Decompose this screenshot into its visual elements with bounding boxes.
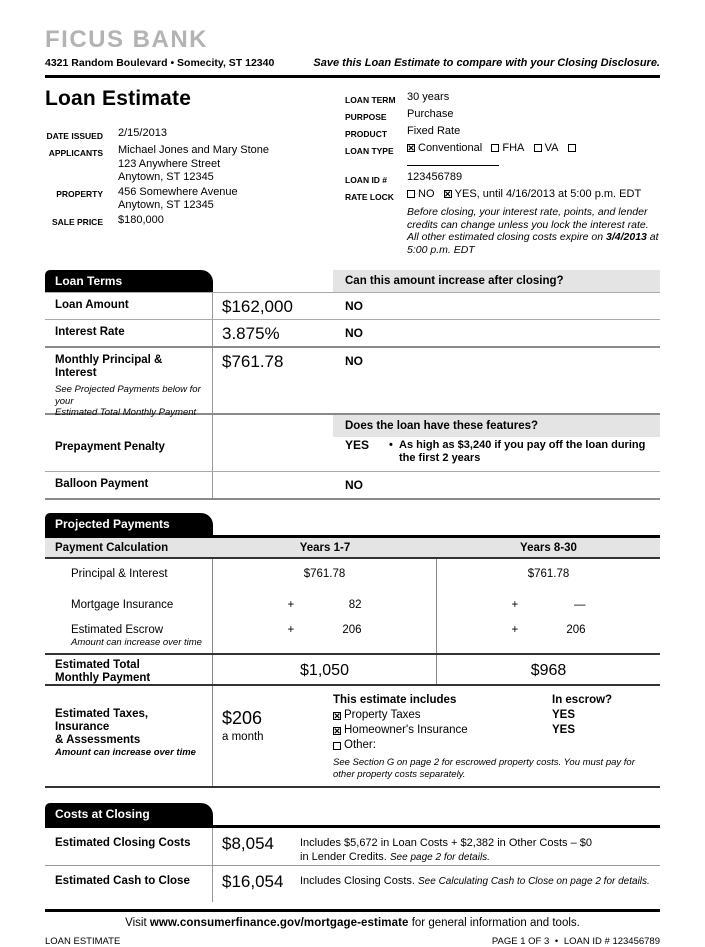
estimate-includes-block <box>333 686 660 786</box>
costs-at-closing-section <box>45 803 660 902</box>
applicants-label: APPLICANTS <box>48 147 103 158</box>
homeowners-insurance-label: Homeowner's Insurance <box>344 724 468 736</box>
product-value: Fixed Rate <box>407 125 461 137</box>
features-header-row <box>45 415 660 437</box>
mortgage-insurance-label: Mortgage Insurance <box>45 593 213 620</box>
sale-price-value: $180,000 <box>118 213 164 226</box>
visit-line <box>45 917 660 929</box>
page-footer <box>45 909 660 947</box>
monthly-pi-label: Monthly Principal & Interest <box>55 354 163 379</box>
property-city: Anytown, ST 12345 <box>118 199 214 211</box>
footer-doc-name: LOAN ESTIMATE <box>45 936 121 947</box>
applicants-row <box>45 144 345 185</box>
loan-type-label: LOAN TYPE <box>345 145 394 156</box>
page-title: Loan Estimate <box>45 87 192 110</box>
footer-loan-id: LOAN ID # 123456789 <box>563 936 660 947</box>
monthly-pi-note-line2: Estimated Total Monthly Payment <box>55 407 197 418</box>
interest-rate-value: 3.875% <box>222 324 280 343</box>
section-g-note: See Section G on page 2 for escrowed property costs. You must pay for other property costs separately. <box>333 757 635 780</box>
loan-terms-section <box>45 270 660 500</box>
closing-costs-label: Estimated Closing Costs <box>45 828 213 865</box>
closing-costs-desc-italic: See page 2 for details. <box>389 851 490 863</box>
estimated-total-label-line1: Estimated Total <box>55 659 140 671</box>
years-1-7-header: Years 1-7 <box>299 541 351 554</box>
sale-price-row <box>45 214 345 230</box>
estimated-taxes-row <box>45 686 660 788</box>
monthly-pi-answer: NO <box>345 354 363 368</box>
closing-costs-desc-line1: Includes $5,672 in Loan Costs + $2,382 in Other Costs – $0 <box>300 837 592 849</box>
principal-interest-label: Principal & Interest <box>45 559 213 593</box>
applicants-city: Anytown, ST 12345 <box>118 171 214 183</box>
interest-rate-row <box>45 320 660 348</box>
estimate-includes-header: This estimate includes <box>333 694 457 706</box>
rate-lock-yes: YES, until 4/16/2013 at 5:00 p.m. EDT <box>454 188 642 200</box>
footer-rule <box>45 909 660 912</box>
applicants-name: Michael Jones and Mary Stone <box>118 144 270 156</box>
header-rule <box>45 75 660 78</box>
rate-lock-label: RATE LOCK <box>345 191 394 202</box>
monthly-pi-label-cell <box>45 348 213 418</box>
estimated-escrow-label-cell <box>45 620 213 653</box>
property-row <box>45 186 345 213</box>
property-value <box>118 186 238 213</box>
monthly-pi-note <box>55 384 204 419</box>
plus-sign: + <box>287 599 295 611</box>
property-taxes-item <box>333 708 660 723</box>
principal-interest-row <box>45 559 660 593</box>
loan-id-label: LOAN ID # <box>345 174 388 185</box>
payment-calculation-label: Payment Calculation <box>55 541 169 554</box>
rate-note-pre: Before closing, your interest rate, points, and lender credits can change unless you lock the interest rate. All other estimated closing costs expire on <box>407 206 649 243</box>
property-label: PROPERTY <box>56 189 103 199</box>
estimated-total-row <box>45 653 660 686</box>
sale-price-label: SALE PRICE <box>51 217 103 227</box>
balloon-answer: NO <box>345 478 363 492</box>
cash-to-close-desc <box>300 866 660 902</box>
loan-type-va: VA <box>544 142 559 154</box>
checkbox-other-loan-type-icon <box>568 144 576 152</box>
loan-amount-value: $162,000 <box>222 297 293 316</box>
product-row <box>345 124 660 141</box>
prepayment-bullet: • <box>389 439 393 451</box>
loan-type-options <box>407 141 660 170</box>
cash-to-close-desc-text: Includes Closing Costs. <box>300 875 418 887</box>
cash-to-close-label: Estimated Cash to Close <box>45 866 213 902</box>
closing-costs-row <box>45 828 660 866</box>
plus-sign: + <box>287 624 295 636</box>
estimated-escrow-y830: 206 <box>566 624 586 636</box>
checkbox-other-icon <box>333 742 341 750</box>
loan-amount-row <box>45 293 660 320</box>
rate-lock-row <box>345 187 660 204</box>
save-note: Save this Loan Estimate to compare with your Closing Disclosure. <box>313 57 660 69</box>
monthly-pi-value: $761.78 <box>222 352 284 371</box>
purpose-label: PURPOSE <box>345 111 387 122</box>
balloon-label: Balloon Payment <box>45 472 213 498</box>
estimated-total-label-line2: Monthly Payment <box>55 672 151 684</box>
cash-to-close-desc-italic: See Calculating Cash to Close on page 2 for details. <box>418 876 650 887</box>
property-taxes-label: Property Taxes <box>344 709 421 721</box>
product-label: PRODUCT <box>345 128 388 139</box>
checkbox-homeowners-insurance-checked-icon <box>333 727 341 735</box>
closing-costs-desc <box>300 828 660 865</box>
loan-type-conventional: Conventional <box>418 142 483 154</box>
rate-lock-note <box>407 206 659 256</box>
footer-separator: • <box>554 936 559 947</box>
loan-id-row <box>345 170 660 187</box>
in-escrow-header: In escrow? <box>552 694 613 706</box>
checkbox-conventional-checked-icon <box>407 144 415 152</box>
closing-costs-desc-line2: in Lender Credits. <box>300 850 390 863</box>
loan-type-row <box>345 141 660 170</box>
costs-at-closing-tab: Costs at Closing <box>45 803 213 825</box>
monthly-pi-row <box>45 348 660 418</box>
purpose-value: Purchase <box>407 108 454 120</box>
plus-sign: + <box>511 599 519 611</box>
estimated-total-y17: $1,050 <box>213 655 437 684</box>
property-taxes-escrow: YES <box>552 709 576 721</box>
bank-name: FICUS BANK <box>45 26 208 53</box>
payment-calculation-header <box>45 535 660 559</box>
rate-lock-value <box>407 187 660 204</box>
loan-term-label: LOAN TERM <box>345 94 396 105</box>
homeowners-insurance-item <box>333 723 660 738</box>
visit-pre: Visit <box>125 917 150 929</box>
cash-to-close-value: $16,054 <box>222 872 284 891</box>
projected-payments-section <box>45 513 660 788</box>
loan-terms-tab: Loan Terms <box>45 270 213 292</box>
estimated-escrow-row <box>45 620 660 653</box>
other-item <box>333 738 660 753</box>
mortgage-insurance-row <box>45 593 660 620</box>
loan-term-value: 30 years <box>407 91 450 103</box>
bank-header <box>45 26 660 78</box>
prepayment-detail: As high as $3,240 if you pay off the loan during the first 2 years <box>399 439 646 464</box>
prepayment-row <box>45 437 660 472</box>
rate-lock-no: NO <box>418 188 435 200</box>
visit-post: for general information and tools. <box>408 917 580 929</box>
loan-type-fha: FHA <box>502 142 525 154</box>
checkbox-va-icon <box>534 144 542 152</box>
checkbox-property-taxes-checked-icon <box>333 712 341 720</box>
principal-interest-y17: $761.78 <box>213 559 437 593</box>
interest-rate-answer: NO <box>345 326 363 340</box>
loan-id-value: 123456789 <box>407 171 463 183</box>
rate-note-date: 3/4/2013 <box>606 231 647 243</box>
rate-note-post: at 5:00 p.m. EDT <box>407 231 659 256</box>
mortgage-insurance-y830: — <box>574 599 586 611</box>
date-issued-row <box>45 127 345 143</box>
checkbox-rate-lock-yes-checked-icon <box>444 190 452 198</box>
estimated-total-y830: $968 <box>530 662 567 679</box>
balloon-row <box>45 472 660 500</box>
estimated-escrow-y17: 206 <box>342 624 362 636</box>
footer-page-info <box>489 936 660 947</box>
date-issued-value: 2/15/2013 <box>118 127 167 139</box>
property-street: 456 Somewhere Avenue <box>118 185 238 198</box>
prepayment-answer: YES <box>345 438 370 452</box>
years-8-30-header: Years 8-30 <box>520 541 577 554</box>
estimated-taxes-label-cell <box>45 686 213 786</box>
closing-costs-value: $8,054 <box>222 834 274 853</box>
projected-payments-tab: Projected Payments <box>45 513 213 535</box>
prepayment-label: Prepayment Penalty <box>45 437 213 471</box>
taxes-amount-suffix: a month <box>222 731 264 743</box>
checkbox-rate-lock-no-icon <box>407 190 415 198</box>
estimated-taxes-label-line1: Estimated Taxes, Insurance <box>55 708 149 733</box>
applicants-street: 123 Anywhere Street <box>118 157 221 170</box>
homeowners-insurance-escrow: YES <box>552 724 576 736</box>
estimated-escrow-label: Estimated Escrow <box>71 624 164 636</box>
footer-page-number: PAGE 1 OF 3 <box>491 936 550 947</box>
visit-url: www.consumerfinance.gov/mortgage-estimate <box>149 917 409 929</box>
loan-amount-label: Loan Amount <box>45 293 213 319</box>
loan-type-blank-line <box>407 158 499 166</box>
increase-question-header: Can this amount increase after closing? <box>333 270 660 292</box>
checkbox-fha-icon <box>491 144 499 152</box>
other-escrow <box>552 738 660 753</box>
estimated-taxes-label-line2: & Assessments <box>55 734 141 746</box>
bank-address: 4321 Random Boulevard • Somecity, ST 12340 <box>45 57 275 69</box>
estimated-total-label <box>45 655 213 684</box>
estimated-taxes-note: Amount can increase over time <box>55 747 196 758</box>
principal-interest-y830: $761.78 <box>527 568 570 580</box>
date-issued-label: DATE ISSUED <box>46 130 103 141</box>
loan-term-row <box>345 90 660 107</box>
cash-to-close-row <box>45 866 660 902</box>
features-question-header: Does the loan have these features? <box>333 415 660 437</box>
estimated-escrow-note: Amount can increase over time <box>71 637 202 648</box>
taxes-amount-cell <box>213 686 333 786</box>
plus-sign: + <box>511 624 519 636</box>
interest-rate-label: Interest Rate <box>45 320 213 346</box>
taxes-amount: $206 <box>222 708 263 728</box>
applicants-value <box>118 144 269 185</box>
loan-amount-answer: NO <box>345 299 363 313</box>
monthly-pi-note-line1: See Projected Payments below for your <box>55 384 201 407</box>
purpose-row <box>345 107 660 124</box>
other-label: Other: <box>344 739 376 751</box>
mortgage-insurance-y17: 82 <box>348 599 362 611</box>
